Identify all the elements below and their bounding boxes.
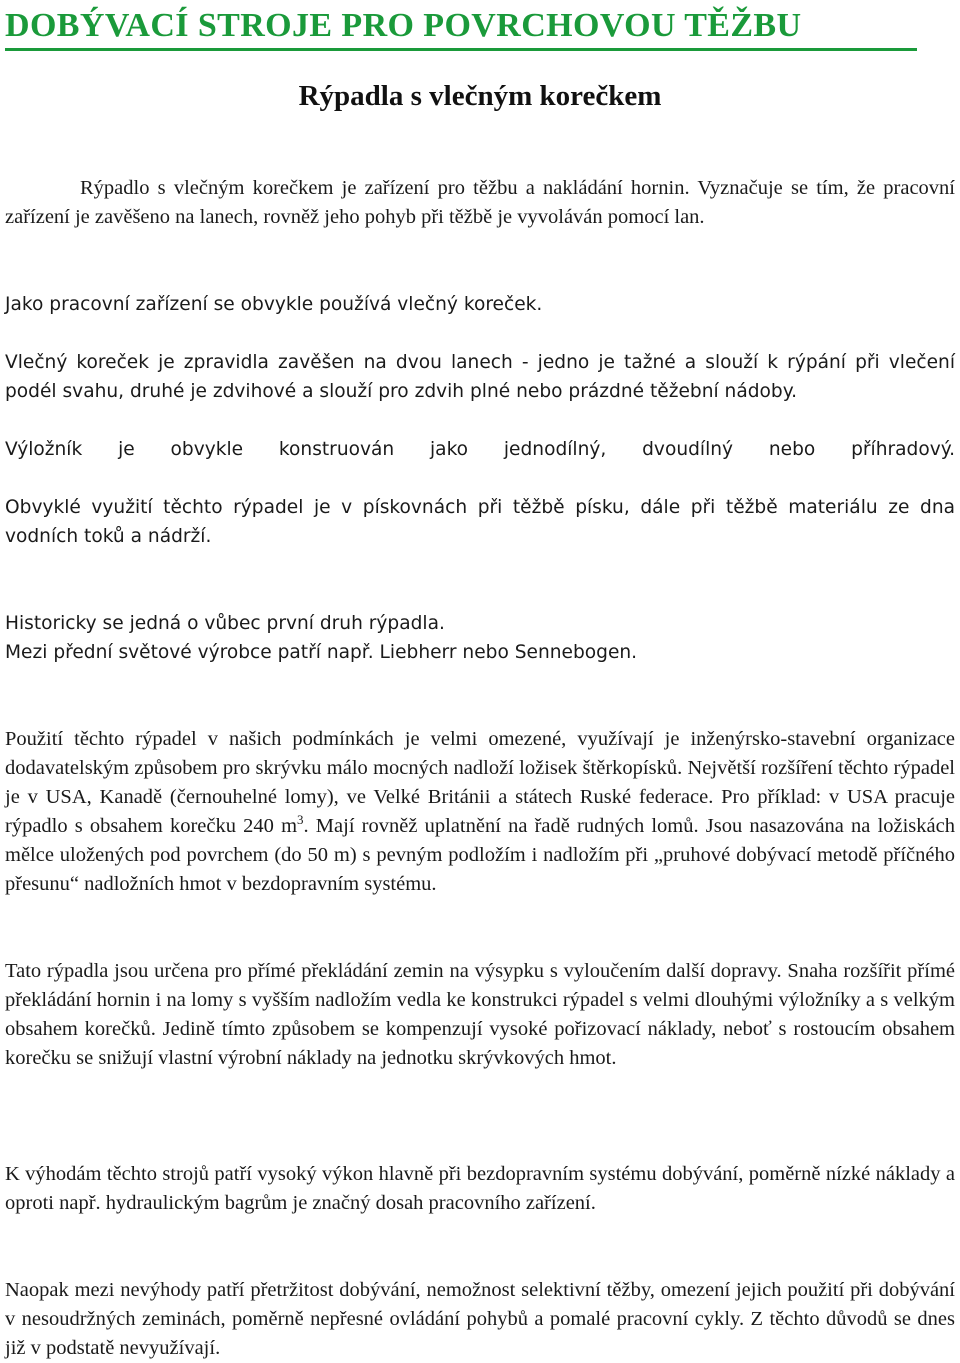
use-conditions-text: Použití těchto rýpadel v našich podmínkách je velmi omezené, využívají je inženýrsko-stavební organizace dodavatelským způsobem pro skrývku málo mocných nadloží ložisek štěrkopísků. Největší rozšíření těchto rýpadel je v USA, Kanadě (černouhelné lomy), ve Velké Británii a státech Ruské federace. Pro příklad: v USA pracuje rýpadlo s obsahem korečku 240 m	[5, 728, 955, 837]
title-underline	[5, 6, 917, 51]
paragraph-boom: Výložník je obvykle konstruován jako jednodílný, dvoudílný nebo příhradový.	[5, 439, 955, 460]
paragraph-usage: Obvyklé využití těchto rýpadel je v pískovnách při těžbě písku, dále při těžbě materiálu ze dna vodních toků a nádrží.	[5, 497, 955, 547]
paragraph-disadvantages: Naopak mezi nevýhody patří přetržitost dobývání, nemožnost selektivní těžby, omezení jejich použití při dobývání v nesoudržných zeminách, poměrně nepřesné ovládání pohybů a pomalé pracovní cykly. Z těchto důvodů se dnes již v podstatě nevyužívají.	[5, 1279, 955, 1359]
paragraph-use-conditions	[5, 725, 955, 899]
paragraph-history	[5, 609, 955, 667]
paragraph-work-equipment: Jako pracovní zařízení se obvykle používá vlečný koreček.	[5, 294, 543, 315]
paragraph-bucket: Vlečný koreček je zpravidla zavěšen na dvou lanech - jedno je tažné a slouží k rýpání při vlečení podél svahu, druhé je zdvihové a slouží pro zdvih plné nebo prázdné těžební nádoby.	[5, 352, 955, 402]
paragraph-intro: Rýpadlo s vlečným korečkem je zařízení pro těžbu a nakládání hornin. Vyznačuje se tím, že pracovní zařízení je zavěšeno na lanech, rovněž jeho pohyb při těžbě je vyvoláván pomocí lan.	[5, 177, 955, 228]
paragraph-purpose: Tato rýpadla jsou určena pro přímé překládání zemin na výsypku s vyloučením další dopravy. Snaha rozšířit přímé překládání hornin i na lomy s vyšším nadložím vedla ke konstrukci rýpadel s velmi dlouhými výložníky a s velkým obsahem korečků. Jedině tímto způsobem se kompenzují vysoké pořizovací náklady, neboť s rostoucím obsahem korečku se snižují vlastní výrobní náklady na jednotku skrývkových hmot.	[5, 960, 955, 1069]
history-line: Historicky se jedná o vůbec první druh rýpadla.	[5, 613, 445, 634]
cubic-superscript: 3	[297, 812, 304, 827]
use-conditions-text-continued: . Mají rovněž uplatnění na řadě rudných lomů. Jsou nasazována na ložiskách mělce uložených pod povrchem (do 50 m) s pevným podložím i nadložím při „pruhové dobývací metodě příčného přesunu“ nadložních hmot v bezdopravním systému.	[5, 815, 955, 895]
paragraph-advantages: K výhodám těchto strojů patří vysoký výkon hlavně při bezdopravním systému dobývání, poměrně nízké náklady a oproti např. hydraulickým bagrům je značný dosah pracovního zařízení.	[5, 1163, 955, 1214]
page-title: DOBÝVACÍ STROJE PRO POVRCHOVOU TĚŽBU	[5, 7, 802, 44]
manufacturers-line: Mezi přední světové výrobce patří např. Liebherr nebo Sennebogen.	[5, 642, 638, 663]
section-subtitle: Rýpadla s vlečným korečkem	[298, 80, 662, 112]
